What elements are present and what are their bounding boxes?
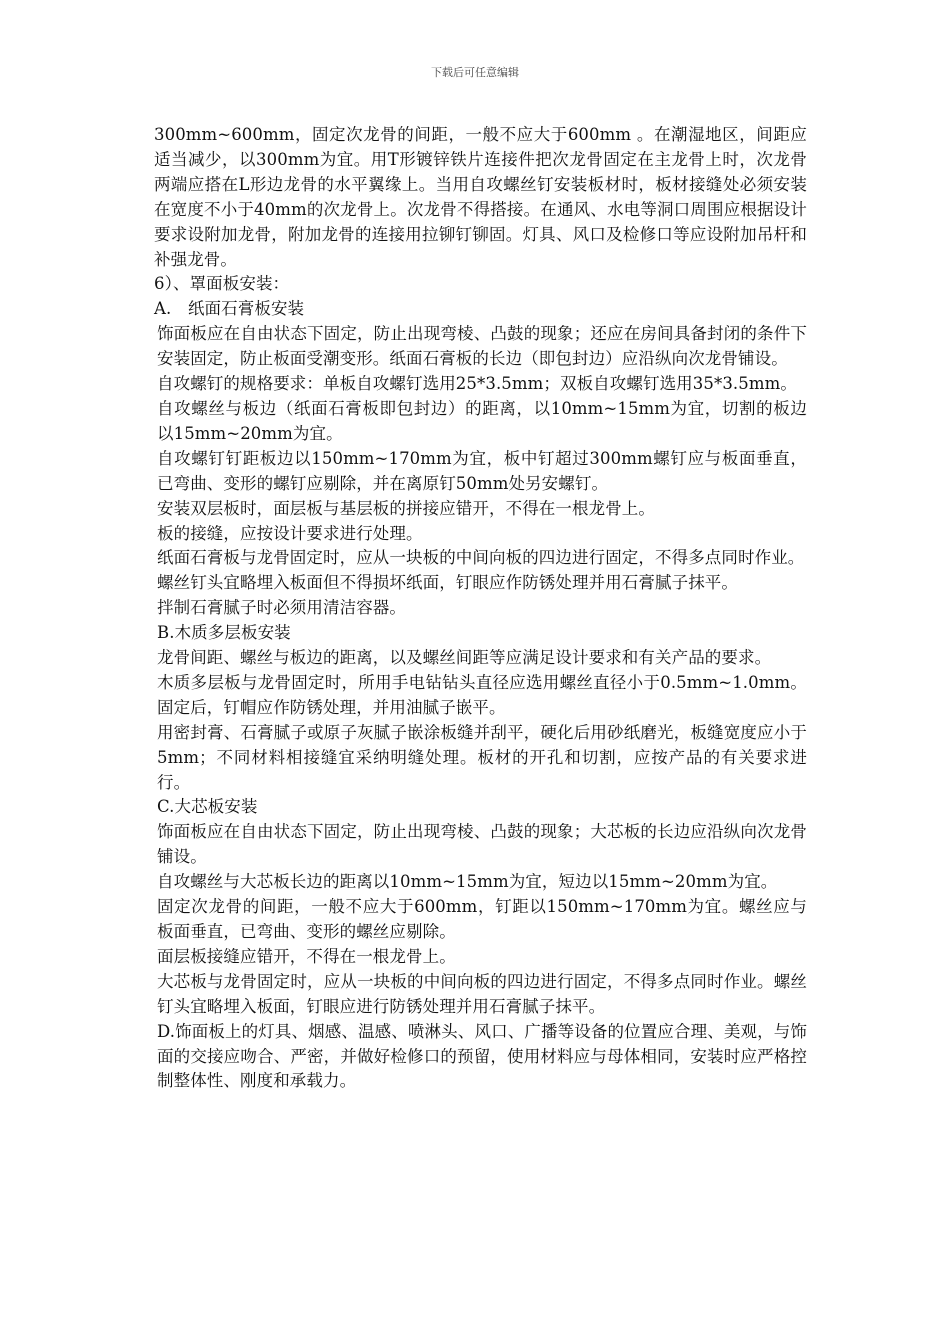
document-body xyxy=(154,123,807,1094)
section-heading: 6）、罩面板安装： xyxy=(154,274,290,294)
paragraph: 300mm~600mm，固定次龙骨的间距，一般不应大于600mm 。在潮湿地区，间距应适当减少，以300mm为宜。用T形镀锌铁片连接件把次龙骨固定在主龙骨上时，次龙骨两端应搭在L形边龙骨的水平翼缘上。当用自攻螺丝钉安装板材时，板材接缝处必须安装在宽度不小于40mm的次龙骨上。次龙骨不得搭接。在通风、水电等洞口周围应根据设计要求设附加龙骨，附加龙骨的连接用拉铆钉铆固。灯具、风口及检修口等应设附加吊杆和补强龙骨。 xyxy=(154,125,807,269)
paragraph: 饰面板应在自由状态下固定，防止出现弯棱、凸鼓的现象；还应在房间具备封闭的条件下安装固定，防止板面受潮变形。纸面石膏板的长边（即包封边）应沿纵向次龙骨铺设。 xyxy=(157,324,807,369)
paragraph: 螺丝钉头宜略埋入板面但不得损坏纸面，钉眼应作防锈处理并用石膏腻子抹平。 xyxy=(157,573,738,593)
paragraph: 大芯板与龙骨固定时，应从一块板的中间向板的四边进行固定，不得多点同时作业。螺丝钉头宜略埋入板面，钉眼应进行防锈处理并用石膏腻子抹平。 xyxy=(157,971,807,1016)
paragraph: 自攻螺丝与板边（纸面石膏板即包封边）的距离，以10mm~15mm为宜，切割的板边以15mm~20mm为宜。 xyxy=(157,398,807,443)
paragraph: 固定次龙骨的间距，一般不应大于600mm，钉距以150mm~170mm为宜。螺丝应与板面垂直，已弯曲、变形的螺丝应剔除。 xyxy=(157,897,807,941)
paragraph: 面层板接缝应错开，不得在一根龙骨上。 xyxy=(157,946,456,966)
paragraph: 板的接缝，应按设计要求进行处理。 xyxy=(157,523,423,543)
subsection-heading: B.木质多层板安装 xyxy=(157,623,291,643)
paragraph: 用密封膏、石膏腻子或原子灰腻子嵌涂板缝并刮平，硬化后用砂纸磨光，板缝宽度应小于5mm；不同材料相接缝宜采纳明缝处理。板材的开孔和切割，应按产品的有关要求进行。 xyxy=(157,722,807,792)
subsection-heading: A. 纸面石膏板安装 xyxy=(154,299,305,319)
paragraph: 龙骨间距、螺丝与板边的距离，以及螺丝间距等应满足设计要求和有关产品的要求。 xyxy=(157,648,772,668)
paragraph: 自攻螺钉钉距板边以150mm~170mm为宜，板中钉超过300mm螺钉应与板面垂直，已弯曲、变形的螺钉应剔除，并在离原钉50mm处另安螺钉。 xyxy=(157,448,807,493)
paragraph: 自攻螺丝与大芯板长边的距离以10mm~15mm为宜，短边以15mm~20mm为宜。 xyxy=(157,872,778,892)
page-header: 下载后可任意编辑 xyxy=(431,66,519,79)
subsection-heading: C.大芯板安装 xyxy=(157,797,258,817)
paragraph: 纸面石膏板与龙骨固定时，应从一块板的中间向板的四边进行固定，不得多点同时作业。 xyxy=(157,548,805,568)
paragraph: 饰面板应在自由状态下固定，防止出现弯棱、凸鼓的现象；大芯板的长边应沿纵向次龙骨铺设。 xyxy=(157,822,807,867)
paragraph: 安装双层板时，面层板与基层板的拼接应错开，不得在一根龙骨上。 xyxy=(157,498,655,518)
paragraph: 拌制石膏腻子时必须用清洁容器。 xyxy=(157,598,406,618)
paragraph: 自攻螺钉的规格要求：单板自攻螺钉选用25*3.5mm；双板自攻螺钉选用35*3.5mm。 xyxy=(157,374,797,394)
paragraph: 木质多层板与龙骨固定时，所用手电钻钻头直径应选用螺丝直径小于0.5mm~1.0mm。固定后，钉帽应作防锈处理，并用油腻子嵌平。 xyxy=(157,672,807,717)
paragraph: D.饰面板上的灯具、烟感、温感、喷淋头、风口、广播等设备的位置应合理、美观，与饰面的交接应吻合、严密，并做好检修口的预留，使用材料应与母体相同，安装时应严格控制整体性、刚度和承载力。 xyxy=(157,1021,807,1091)
